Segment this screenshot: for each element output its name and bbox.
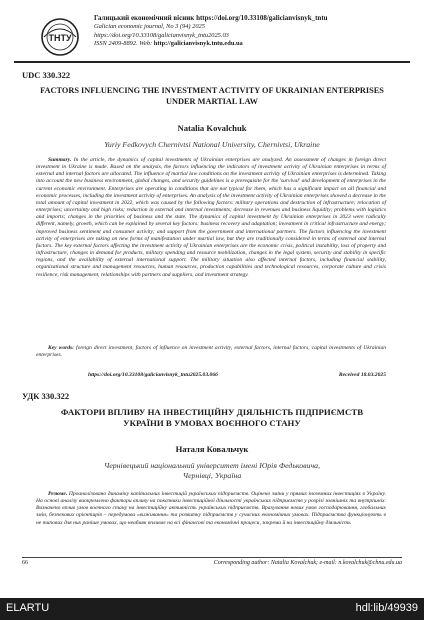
abstract-uk <box>36 491 386 527</box>
udc-code-en: UDC 330.322 <box>22 70 71 80</box>
logo-text: ТНТУ <box>48 33 72 43</box>
corresponding-author: Corresponding author: Natalia Kovalchuk; e-mail: n.kovalchuk@chnu.edu.ua <box>213 560 402 566</box>
keywords-body: foreign direct investment, factors of influence on investment activity, external factors, internal factors, capital investments of Ukrainian enterprises. <box>36 345 386 359</box>
journal-issn-web <box>94 40 410 49</box>
abstract-en <box>36 157 386 279</box>
journal-doi[interactable]: https://doi.org/10.33108/galicianvisnyk_tntu2025.03 <box>94 31 229 39</box>
keywords-en <box>36 345 386 359</box>
abstract-label: Summary. <box>48 157 72 163</box>
article-doi-link[interactable]: https://doi.org/10.33108/galicianvisnyk_tntu2025.03.066 <box>88 372 218 378</box>
affiliation-uk: Чернівецький національний університет імені Юрія Федьковича, Чернівці, Україна <box>103 461 321 480</box>
affiliation-en: Yuriy Fedkovych Chernivtsi National University, Chernivtsi, Ukraine <box>104 140 320 149</box>
abstract-uk-body: Проаналізовано динаміку капітальних інвестицій українських підприємств. Оцінено зміни у прямих іноземних інвестиціях в Україну. На основі аналізу виокремлено фактори впливу на показники інвестиційної діяльності українських підприємств у розрізі зовнішніх та внутрішніх. Визначено вплив умов воєнного стану на інвестиційну активність українських підприємств. Врахування нових умов господарювання, глобальних змін, безпекових орієнтирів – передумова «виживання» та розвитку підприємств у сучасних економічних умовах. Підприємства функціонують в не типових для них раніше умовах, що неабияк впливає на всі фінансові та економічні процеси, зокрема й на інвестиційну діяльність <box>36 491 386 526</box>
abstract-uk-label: Резюме. <box>48 491 68 497</box>
journal-issue: Galician economic journal, No 3 (94) 2025 <box>94 22 205 30</box>
journal-header <box>14 14 410 66</box>
author-name-uk: Наталя Ковальчук <box>175 444 249 454</box>
article-title-uk: ФАКТОРИ ВПЛИВУ НА ІНВЕСТИЦІЙНУ ДІЯЛЬНІСТЬ ПІДПРИЄМСТВ УКРАЇНИ В УМОВАХ ВОЄННОГО СТАНУ <box>60 407 364 428</box>
journal-title: Галицький економічний вісник https://doi.org/10.33108/galicianvisnyk_tntu <box>94 14 328 22</box>
journal-info <box>94 14 410 49</box>
received-date: Received 18.03.2025 <box>338 372 386 378</box>
article-title-en: FACTORS INFLUENCING THE INVESTMENT ACTIVITY OF UKRAINIAN ENTERPRISES UNDER MARTIAL LAW <box>40 86 384 106</box>
udc-code-uk: УДК 330.322 <box>22 391 70 401</box>
page-number: 66 <box>22 560 28 566</box>
repository-name[interactable]: ELARTU <box>6 602 50 614</box>
repository-bar <box>0 598 424 620</box>
header-divider <box>14 61 410 63</box>
abstract-body: In the article, the dynamics of capital investments of Ukrainian enterprises are analyzed. An assessment of changes in foreign direct investment in Ukraine is made. Based on the analysis, the factors influencing the indicators of investment activity of Ukrainian enterprises in terms of external and internal factors are allocated. The influence of martial law conditions on the investment activity of Ukrainian enterprises is determined. Taking into account the new business environment, global changes, and security guidelines is a prerequisite for the 'survival' and development of enterprises in the current economic environment. Enterprises are operating in conditions that are not typical for them, which has a significant impact on all financial and economic processes, including the investment activity of enterprises. An analysis of the investment activity of Ukrainian enterprises showed a decrease in the total amount of capital investment in 2022, which was caused by the following factors: military operations and destruction of infrastructure; relocation of enterprises; uncertainty and high risks; reduction in external and internal investments; decrease in revenues and business liquidity; problems with logistics and imports; changes in the priorities of business and the state. The dynamics of capital investment by Ukrainian enterprises in 2023 were radically different, namely, growth, which can be explained by several key factors: business recovery and adaptation; investment in critical infrastructure and energy; improved business sentiment and consumer activity; and support from the government and international partners. The factors influencing the investment activity of enterprises are taking on new forms of manifestation under martial law, but they are traditionally considered in terms of external and internal factors. The key external factors affecting the investment activity of Ukrainian enterprises are the economic crisis, political instability, loss of property and infrastructure, changes in demand for products, military spending and resource mobilization, changes in the legal system, security and stability in specific regions, and the availability of external international support. The military situation also affected internal factors, including financial stability, organizational structure and management resources, human resources, production capabilities and technological resources, corporate culture and crisis resilience, risk management, relationships with partners and suppliers, and investment strategy. <box>36 157 386 278</box>
journal-web-link[interactable]: http://galicianvisnyk.tntu.edu.ua <box>153 40 243 48</box>
footer-divider <box>22 557 402 558</box>
author-name-en: Natalia Kovalchuk <box>177 123 247 133</box>
handle-id[interactable]: hdl:lib/49939 <box>355 602 418 614</box>
university-logo-icon <box>40 17 80 57</box>
keywords-label: Key words: <box>48 345 75 351</box>
issn: ISSN 2409-8892. Web: <box>94 40 154 48</box>
